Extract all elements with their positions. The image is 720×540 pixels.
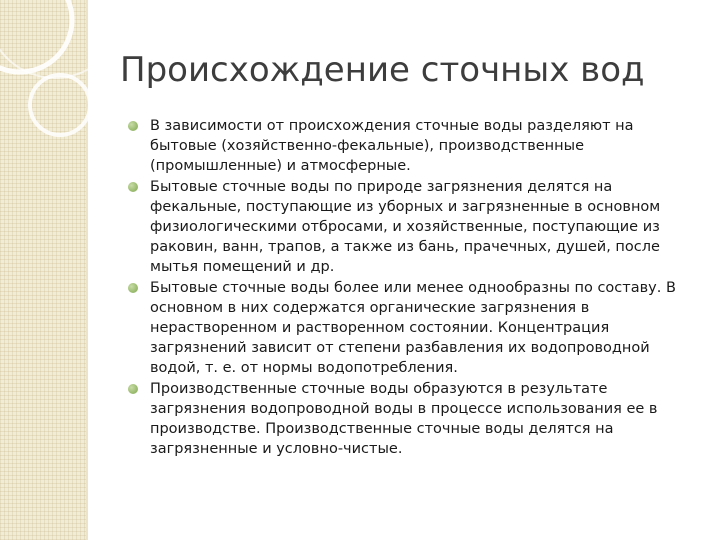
bullet-item	[128, 177, 696, 278]
bullet-dot-icon	[128, 283, 138, 293]
bullet-dot-icon	[128, 384, 138, 394]
bullet-text: В зависимости от происхождения сточные воды разделяют на бытовые (хозяйственно-фекальные), производственные (промышленные) и атмосферные.	[150, 118, 634, 175]
bullet-item	[128, 278, 696, 379]
bullet-dot-icon	[128, 182, 138, 192]
deco-circle-outer	[0, 0, 123, 78]
deco-circle-small	[30, 75, 90, 135]
bullet-text: Производственные сточные воды образуются в результате загрязнения водопроводной воды в процессе использования ее в производстве. Производственные сточные воды делятся на загрязненные и условно-чистые.	[150, 380, 658, 458]
bullet-item	[128, 379, 696, 460]
bullet-text: Бытовые сточные воды по природе загрязнения делятся на фекальные, поступающие из уборных и загрязненные в основном физиологическими отбросами, и хозяйственные, поступающие из раковин, ванн, трапов, а также из бань, прачечных, душей, после мытья помещений и др.	[150, 178, 661, 276]
bullet-item	[128, 116, 696, 177]
bullet-dot-icon	[128, 121, 138, 131]
bullet-list	[128, 116, 696, 459]
bullet-text: Бытовые сточные воды более или менее однообразны по составу. В основном в них содержатся органические загрязнения в нерастворенном и растворенном состоянии. Концентрация загрязнений зависит от степени разбавления их водопроводной водой, т. е. от нормы водопотребления.	[150, 279, 676, 377]
slide-title: Происхождение сточных вод	[120, 50, 645, 90]
